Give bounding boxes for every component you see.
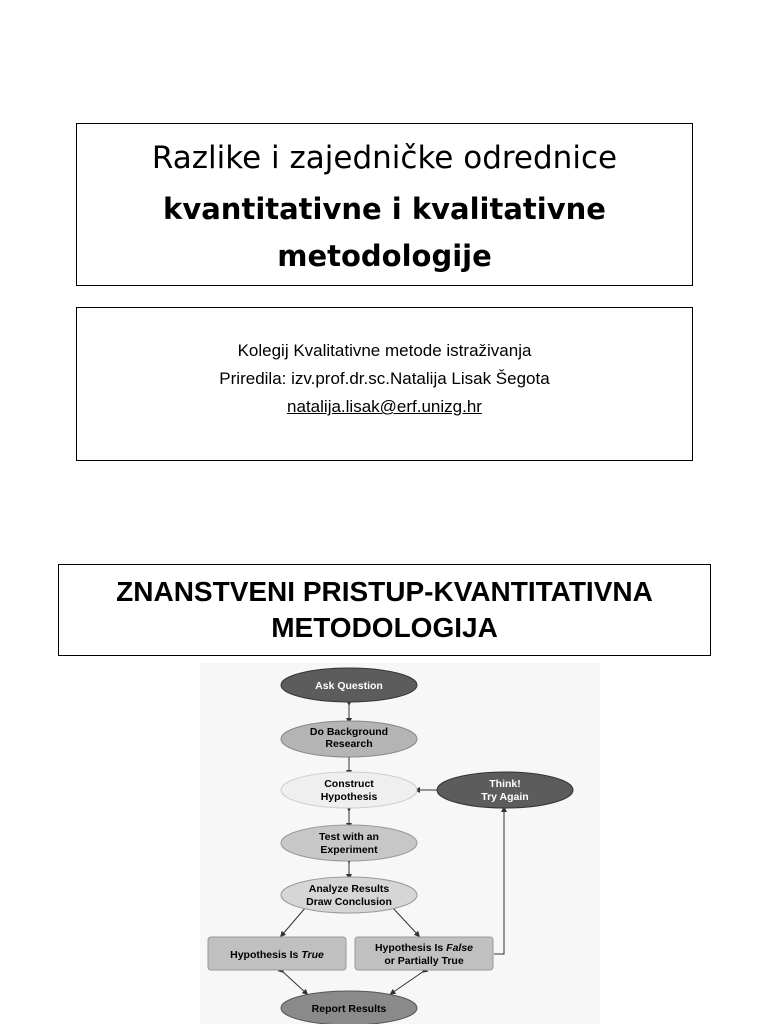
scientific-method-flowchart [200, 663, 600, 1024]
node-false-prefix: Hypothesis Is [374, 942, 447, 954]
section-title-line-1: ZNANSTVENI PRISTUP-KVANTITATIVNA [116, 576, 653, 607]
section-title [59, 574, 710, 646]
node-false-word: False [446, 942, 474, 954]
node-background-research [281, 721, 417, 757]
section-title-box [58, 564, 711, 656]
connector-false-think [494, 809, 504, 954]
node-analyze-results [281, 877, 417, 913]
node-hypothesis-false [355, 937, 493, 970]
connector-true-report [282, 971, 306, 993]
node-think-label-2: Try Again [481, 791, 529, 803]
node-true-prefix: Hypothesis Is [230, 949, 302, 961]
author-line: Priredila: izv.prof.dr.sc.Natalija Lisak Šegota [219, 369, 550, 388]
node-false-label-2: or Partially True [384, 955, 464, 967]
node-report-label: Report Results [311, 1003, 387, 1015]
node-construct-hypothesis [281, 772, 417, 808]
node-test-label-1: Test with an [319, 831, 379, 843]
section-title-line-2: METODOLOGIJA [271, 612, 498, 643]
node-hypothesis-true [208, 937, 346, 970]
node-false-label-1 [375, 942, 473, 954]
author-email-link[interactable]: natalija.lisak@erf.unizg.hr [287, 397, 482, 416]
title-bold-lines [77, 186, 692, 280]
node-ask-question [281, 668, 417, 702]
node-think-label-1: Think! [489, 778, 521, 790]
node-background-label-1: Do Background [309, 726, 389, 738]
connector-false-report [392, 971, 424, 993]
title-slide-box [76, 123, 693, 286]
node-construct-label-1: Construct [324, 778, 374, 790]
connector-analyze-false [392, 907, 418, 935]
connector-analyze-true [282, 907, 306, 935]
course-name: Kolegij Kvalitativne metode istraživanja [237, 341, 532, 360]
node-report-results [281, 991, 417, 1024]
node-construct-label-2: Hypothesis [320, 791, 378, 803]
node-ask-question-label: Ask Question [315, 680, 383, 692]
node-true-label [230, 949, 324, 961]
node-analyze-label-2: Draw Conclusion [306, 896, 392, 908]
course-info-box [76, 307, 693, 461]
title-line-1: Razlike i zajedničke odrednice [151, 140, 618, 176]
node-analyze-label-1: Analyze Results [308, 883, 390, 895]
title-line-3: metodologije [277, 239, 492, 273]
title-line-2: kvantitativne i kvalitativne [163, 192, 606, 226]
node-background-label-2: Research [325, 738, 373, 750]
node-think-try-again [437, 772, 573, 808]
node-true-word: True [301, 949, 324, 961]
node-test-label-2: Experiment [320, 844, 378, 856]
node-test-experiment [281, 825, 417, 861]
